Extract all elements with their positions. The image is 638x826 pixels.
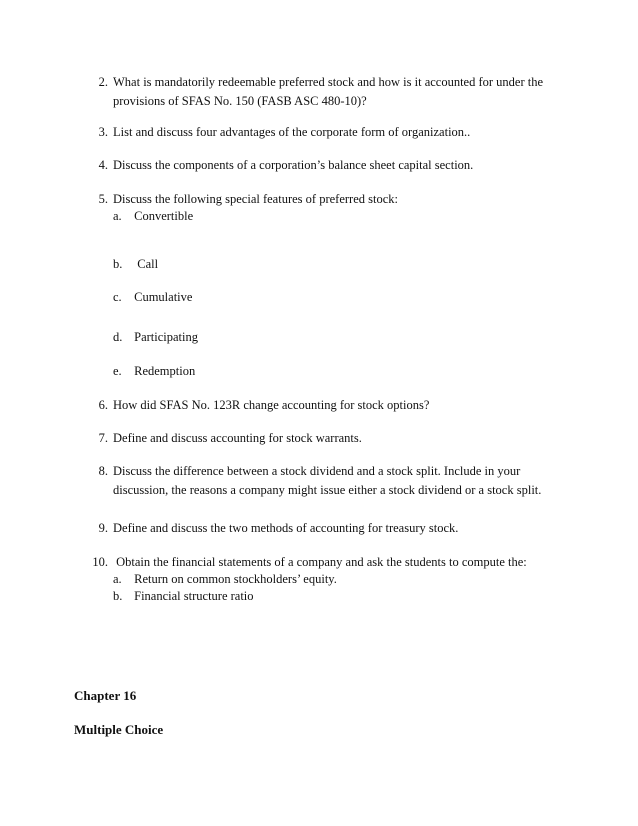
sub-item-c	[113, 287, 593, 307]
question-text-line: Define and discuss accounting for stock warrants.	[113, 431, 362, 445]
sub-item-b	[113, 254, 593, 274]
question-number: 5.	[98, 192, 108, 206]
sub-item-letter: b.	[113, 257, 123, 271]
sub-item-letter: e.	[113, 364, 122, 378]
sub-item-e	[113, 361, 593, 381]
sub-item-a	[113, 206, 593, 226]
question-number: 7.	[98, 431, 108, 445]
question-text-line: Discuss the components of a corporation’s balance sheet capital section.	[113, 158, 474, 172]
question-text-line: How did SFAS No. 123R change accounting for stock options?	[113, 398, 430, 412]
sub-item-text: Participating	[134, 330, 198, 344]
chapter-heading: Chapter 16	[74, 688, 137, 703]
question-number: 4.	[98, 158, 108, 172]
question-number: 10.	[92, 555, 108, 569]
sub-item-text: Cumulative	[134, 290, 193, 304]
sub-item-text: Financial structure ratio	[134, 589, 254, 603]
question-number: 9.	[98, 521, 108, 535]
question-number: 3.	[98, 125, 108, 139]
question-number: 8.	[98, 464, 108, 478]
question-number: 2.	[98, 75, 108, 89]
question-text-line: What is mandatorily redeemable preferred stock and how is it accounted for under the	[113, 75, 544, 89]
sub-item-text: Call	[134, 257, 159, 271]
sub-item-letter: a.	[113, 572, 122, 586]
question-text-line: Define and discuss the two methods of accounting for treasury stock.	[113, 521, 459, 535]
sub-item-b	[113, 586, 593, 606]
question-text-line: Obtain the financial statements of a company and ask the students to compute the:	[113, 555, 527, 569]
question-number: 6.	[98, 398, 108, 412]
question-text-line: Discuss the following special features of preferred stock:	[113, 192, 398, 206]
sub-item-text: Return on common stockholders’ equity.	[134, 572, 337, 586]
question-text-line: provisions of SFAS No. 150 (FASB ASC 480-10)?	[113, 94, 367, 108]
sub-item-letter: d.	[113, 330, 123, 344]
question-text-line: List and discuss four advantages of the corporate form of organization..	[113, 125, 471, 139]
sub-item-text: Redemption	[134, 364, 196, 378]
section-heading: Multiple Choice	[74, 722, 164, 737]
sub-item-d	[113, 327, 593, 347]
question-text-line: Discuss the difference between a stock dividend and a stock split. Include in your	[113, 464, 521, 478]
question-text-line: discussion, the reasons a company might issue either a stock dividend or a stock split.	[113, 483, 542, 497]
sub-item-text: Convertible	[134, 209, 194, 223]
sub-item-letter: b.	[113, 589, 123, 603]
sub-item-letter: a.	[113, 209, 122, 223]
sub-item-letter: c.	[113, 290, 122, 304]
